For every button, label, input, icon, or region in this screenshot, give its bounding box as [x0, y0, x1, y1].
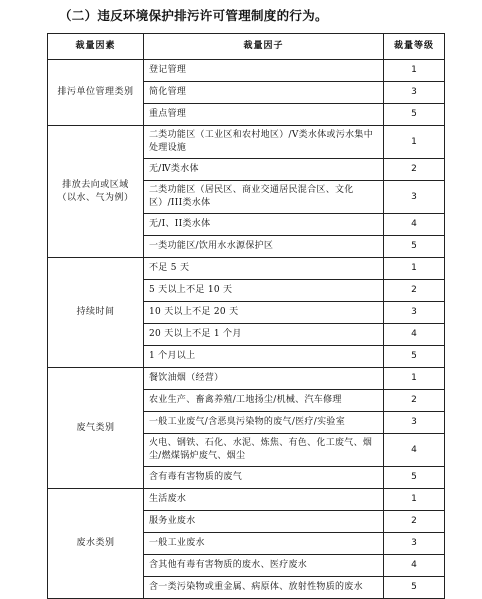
factor-cell: 含一类污染物或重金属、病原体、放射性物质的废水	[144, 577, 384, 599]
level-cell: 4	[384, 214, 445, 236]
category-cell: 排放去向或区域（以水、气为例）	[48, 126, 144, 258]
level-cell: 2	[384, 159, 445, 181]
level-cell: 2	[384, 511, 445, 533]
factor-cell: 二类功能区（工业区和农村地区）/V类水体或污水集中处理设施	[144, 126, 384, 159]
level-cell: 5	[384, 467, 445, 489]
level-cell: 1	[384, 258, 445, 280]
table-row	[48, 60, 445, 82]
level-cell: 3	[384, 82, 445, 104]
factor-cell: 1 个月以上	[144, 346, 384, 368]
level-cell: 1	[384, 489, 445, 511]
level-cell: 3	[384, 533, 445, 555]
category-cell: 排污单位管理类别	[48, 60, 144, 126]
table-row	[48, 368, 445, 390]
table-row	[48, 258, 445, 280]
factor-cell: 一类功能区/饮用水水源保护区	[144, 236, 384, 258]
discretion-table	[47, 33, 445, 599]
category-cell: 废水类别	[48, 489, 144, 599]
header-category: 裁量因素	[48, 34, 144, 60]
table-header-row	[48, 34, 445, 60]
level-cell: 5	[384, 104, 445, 126]
level-cell: 5	[384, 346, 445, 368]
level-cell: 5	[384, 577, 445, 599]
level-cell: 3	[384, 412, 445, 434]
level-cell: 4	[384, 434, 445, 467]
factor-cell: 含有毒有害物质的废气	[144, 467, 384, 489]
factor-cell: 不足 5 天	[144, 258, 384, 280]
level-cell: 1	[384, 126, 445, 159]
factor-cell: 生活废水	[144, 489, 384, 511]
level-cell: 1	[384, 368, 445, 390]
factor-cell: 服务业废水	[144, 511, 384, 533]
factor-cell: 餐饮油烟（经营）	[144, 368, 384, 390]
level-cell: 3	[384, 181, 445, 214]
factor-cell: 5 天以上不足 10 天	[144, 280, 384, 302]
level-cell: 2	[384, 390, 445, 412]
factor-cell: 无/Ⅳ类水体	[144, 159, 384, 181]
factor-cell: 含其他有毒有害物质的废水、医疗废水	[144, 555, 384, 577]
level-cell: 3	[384, 302, 445, 324]
level-cell: 4	[384, 324, 445, 346]
table-row	[48, 489, 445, 511]
factor-cell: 无/I、II类水体	[144, 214, 384, 236]
section-heading: （二）违反环境保护排污许可管理制度的行为。	[59, 8, 328, 23]
factor-cell: 一般工业废气/含恶臭污染物的废气/医疗/实验室	[144, 412, 384, 434]
factor-cell: 登记管理	[144, 60, 384, 82]
factor-cell: 简化管理	[144, 82, 384, 104]
factor-cell: 一般工业废水	[144, 533, 384, 555]
level-cell: 4	[384, 555, 445, 577]
factor-cell: 10 天以上不足 20 天	[144, 302, 384, 324]
level-cell: 2	[384, 280, 445, 302]
header-level: 裁量等级	[384, 34, 445, 60]
category-cell: 持续时间	[48, 258, 144, 368]
table-row	[48, 126, 445, 159]
level-cell: 1	[384, 60, 445, 82]
factor-cell: 农业生产、畜禽养殖/工地扬尘/机械、汽车修理	[144, 390, 384, 412]
category-cell: 废气类别	[48, 368, 144, 489]
factor-cell: 二类功能区（居民区、商业交通居民混合区、文化区）/III类水体	[144, 181, 384, 214]
factor-cell: 火电、钢铁、石化、水泥、炼焦、有色、化工废气、烟尘/燃煤锅炉废气、烟尘	[144, 434, 384, 467]
header-factor: 裁量因子	[144, 34, 384, 60]
factor-cell: 20 天以上不足 1 个月	[144, 324, 384, 346]
level-cell: 5	[384, 236, 445, 258]
factor-cell: 重点管理	[144, 104, 384, 126]
